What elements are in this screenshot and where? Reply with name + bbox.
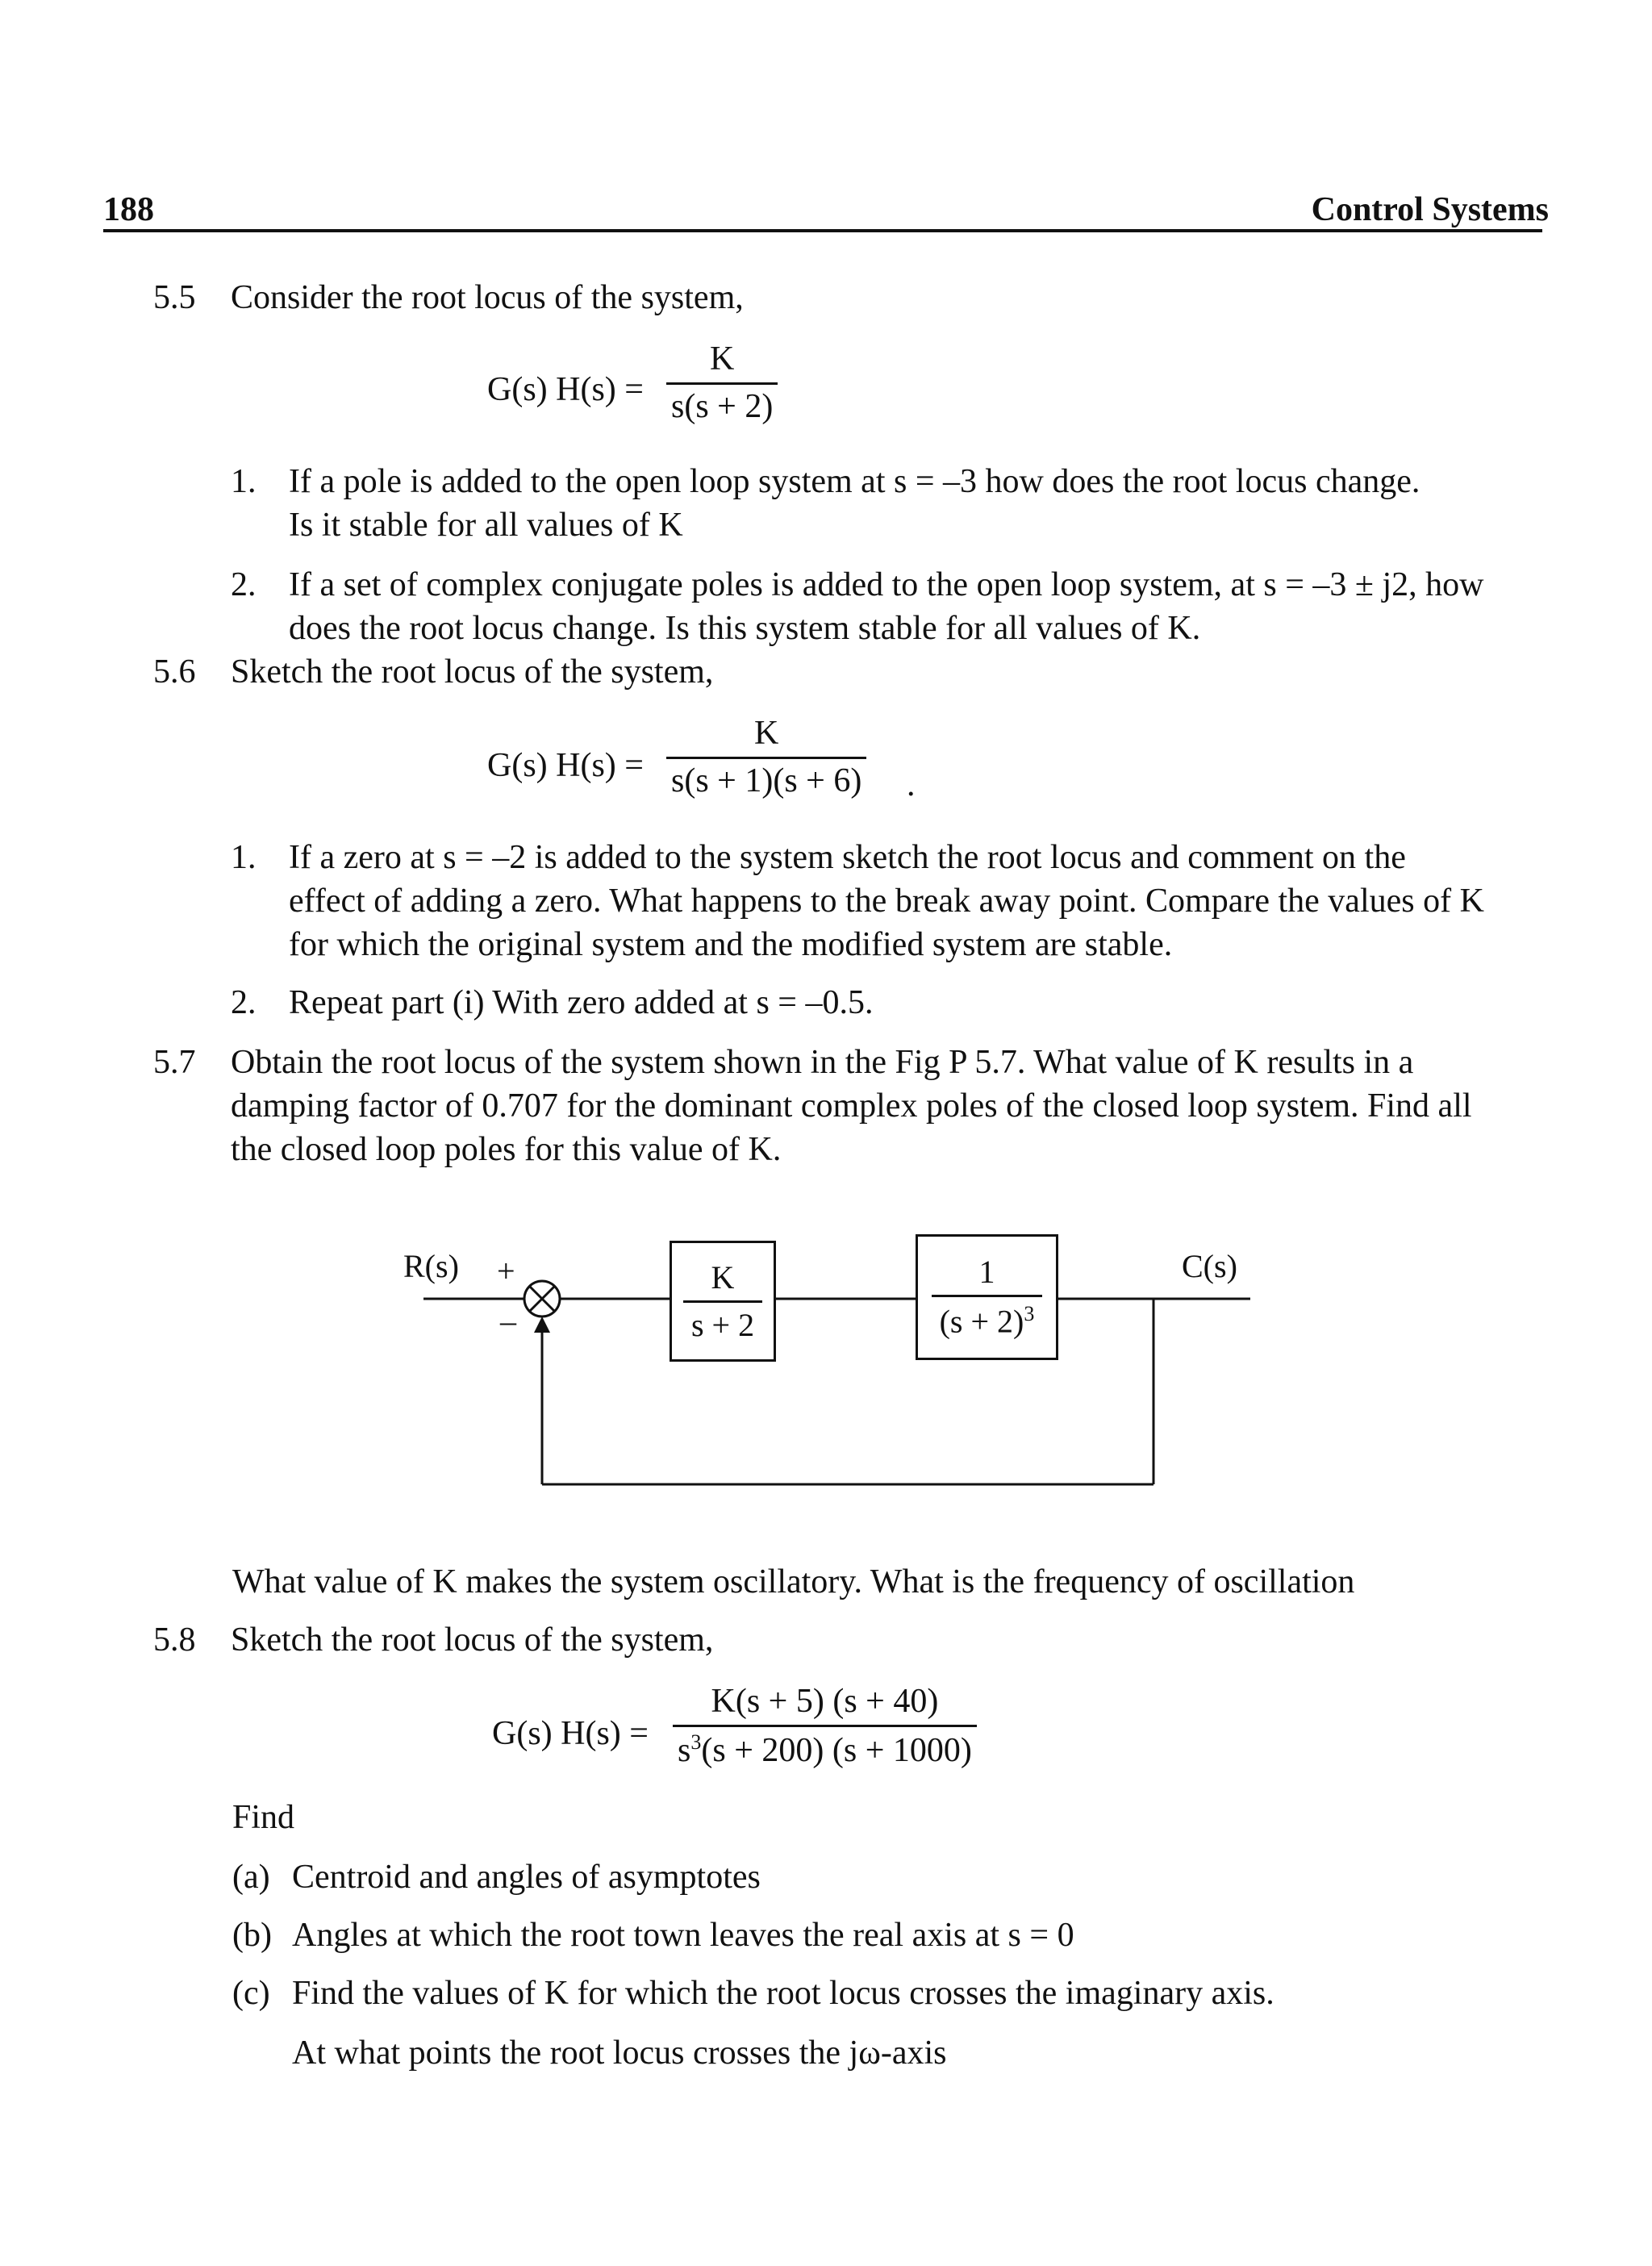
item-text: Centroid and angles of asymptotes <box>292 1859 761 1896</box>
plant-block <box>916 1234 1058 1360</box>
fraction-denominator: s(s + 1)(s + 6) <box>666 757 866 798</box>
item-label: (c) <box>232 1975 270 2012</box>
block-numerator: K <box>711 1258 735 1296</box>
block-denominator-base: (s + 2) <box>939 1303 1024 1340</box>
controller-block <box>670 1241 776 1362</box>
block-denominator <box>932 1295 1043 1340</box>
item-text-line: effect of adding a zero. What happens to the break away point. Compare the values of K <box>289 883 1484 920</box>
block-numerator: 1 <box>978 1254 995 1291</box>
input-label: R(s) <box>403 1248 459 1284</box>
minus-sign: – <box>500 1303 516 1339</box>
denominator-rest: (s + 200) (s + 1000) <box>701 1732 972 1769</box>
item-text-line: Repeat part (i) With zero added at s = –0.5. <box>289 984 874 1021</box>
item-text-line: does the root locus change. Is this system stable for all values of K. <box>289 610 1201 647</box>
item-label: (b) <box>232 1917 272 1954</box>
problem-5-7-text-line: Obtain the root locus of the system shown in the Fig P 5.7. What value of K results in a <box>231 1044 1414 1081</box>
feedback-arrowhead <box>534 1317 550 1333</box>
block-denominator: s + 2 <box>683 1300 762 1342</box>
equation-lhs: G(s) H(s) = <box>492 1715 649 1752</box>
find-label: Find <box>232 1799 295 1836</box>
transfer-function-fraction <box>673 1684 977 1767</box>
fraction-denominator: s(s + 2) <box>666 382 778 424</box>
transfer-function-fraction <box>666 716 866 798</box>
transfer-function-fraction <box>666 342 778 424</box>
problem-number-5-8: 5.8 <box>153 1621 196 1659</box>
item-text-line: If a zero at s = –2 is added to the system sketch the root locus and comment on the <box>289 839 1406 876</box>
item-text: Find the values of K for which the root locus crosses the imaginary axis. <box>292 1975 1274 2012</box>
equation-punctuation: . <box>907 766 916 803</box>
denominator-base: s <box>678 1732 691 1769</box>
header-rule <box>103 229 1542 232</box>
problem-number-5-5: 5.5 <box>153 279 196 316</box>
problem-5-7-followup: What value of K makes the system oscillatory. What is the frequency of oscillation <box>232 1563 1355 1600</box>
block-diagram-wires <box>387 1218 1274 1509</box>
item-text-line: If a pole is added to the open loop system at s = –3 how does the root locus change. <box>289 463 1420 500</box>
item-text: Angles at which the root town leaves the real axis at s = 0 <box>292 1917 1074 1954</box>
problem-number-5-7: 5.7 <box>153 1044 196 1081</box>
item-label: (a) <box>232 1859 270 1896</box>
fraction-numerator: K <box>710 340 735 378</box>
fraction-numerator: K <box>754 715 779 752</box>
problem-5-5-intro: Consider the root locus of the system, <box>231 279 744 316</box>
item-number: 2. <box>231 984 257 1021</box>
plus-sign: + <box>497 1253 515 1289</box>
fraction-numerator: K(s + 5) (s + 40) <box>711 1683 939 1720</box>
page-number: 188 <box>103 191 154 228</box>
item-text-line: Is it stable for all values of K <box>289 507 683 544</box>
problem-5-6-intro: Sketch the root locus of the system, <box>231 653 714 691</box>
item-continuation: At what points the root locus crosses the jω-axis <box>292 2034 947 2072</box>
block-diagram <box>387 1218 1274 1509</box>
equation-lhs: G(s) H(s) = <box>487 747 644 784</box>
block-denominator-exponent: 3 <box>1024 1302 1035 1326</box>
equation-lhs: G(s) H(s) = <box>487 371 644 408</box>
item-text-line: If a set of complex conjugate poles is added to the open loop system, at s = –3 ± j2, how <box>289 566 1484 603</box>
output-label: C(s) <box>1182 1248 1237 1284</box>
problem-5-7-text-line: the closed loop poles for this value of K. <box>231 1131 782 1168</box>
item-number: 1. <box>231 839 257 876</box>
problem-5-7-text-line: damping factor of 0.707 for the dominant complex poles of the closed loop system. Find all <box>231 1087 1472 1125</box>
problem-number-5-6: 5.6 <box>153 653 196 691</box>
fraction-denominator <box>673 1725 977 1767</box>
running-header-title: Control Systems <box>1311 191 1549 228</box>
denominator-exponent: 3 <box>690 1730 702 1754</box>
problem-5-8-intro: Sketch the root locus of the system, <box>231 1621 714 1659</box>
item-number: 1. <box>231 463 257 500</box>
item-text-line: for which the original system and the modified system are stable. <box>289 926 1173 963</box>
item-number: 2. <box>231 566 257 603</box>
